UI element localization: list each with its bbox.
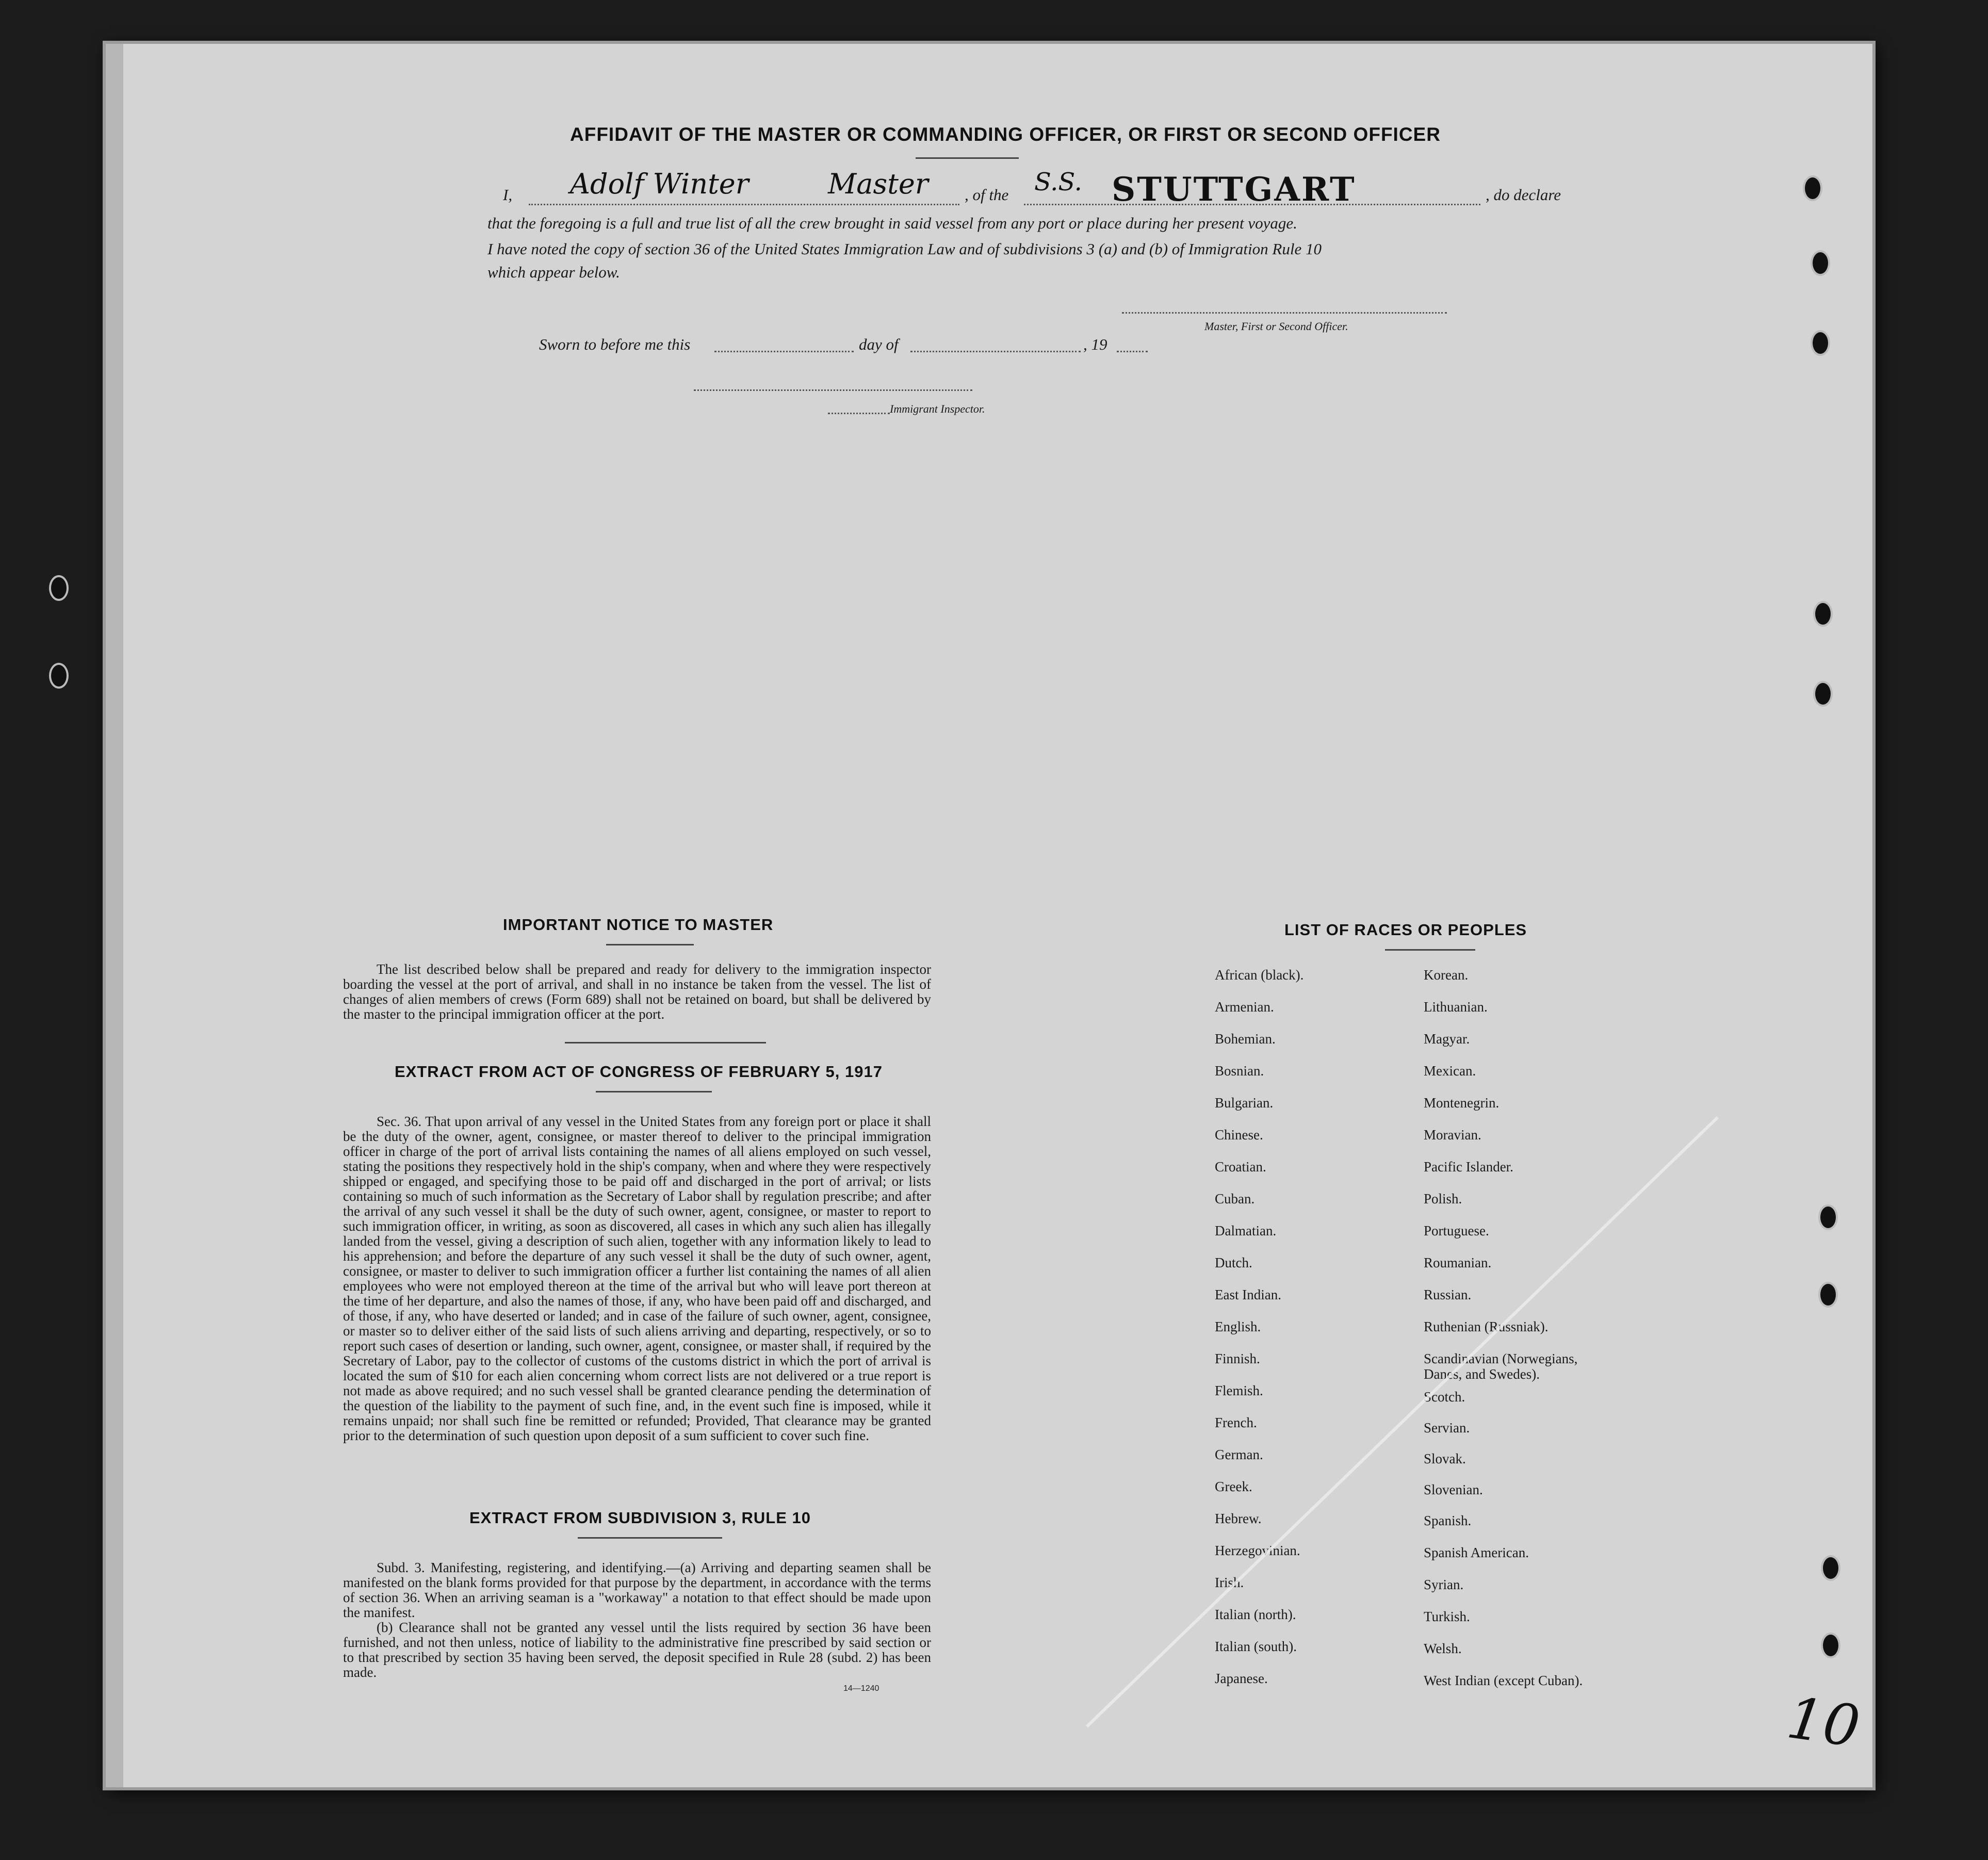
- race-entry: Croatian.: [1215, 1159, 1266, 1174]
- affidavit-line-2: that the foregoing is a full and true list of all the crew brought in said vessel from any port or place during her present voyage.: [487, 214, 1297, 232]
- race-entry: Dutch.: [1215, 1255, 1252, 1270]
- race-entry: West Indian (except Cuban).: [1424, 1673, 1583, 1688]
- section-rule: [565, 1042, 766, 1043]
- sworn-label: Sworn to before me this: [539, 335, 691, 353]
- races-title: LIST OF RACES OR PEOPLES: [1284, 921, 1527, 939]
- race-entry: Turkish.: [1424, 1609, 1470, 1624]
- race-entry: Roumanian.: [1424, 1255, 1492, 1270]
- declare-label: , do declare: [1486, 186, 1561, 204]
- race-entry: German.: [1215, 1447, 1263, 1462]
- day-of-label: day of: [859, 335, 899, 353]
- races-rule: [1385, 949, 1475, 951]
- margin-page-number: 10: [1783, 1684, 1864, 1760]
- binder-hole: [1811, 250, 1830, 276]
- race-entry: Flemish.: [1215, 1383, 1263, 1398]
- race-entry: Moravian.: [1424, 1127, 1481, 1143]
- race-entry: Servian.: [1424, 1420, 1470, 1435]
- race-entry: French.: [1215, 1415, 1257, 1430]
- race-entry: Montenegrin.: [1424, 1095, 1500, 1111]
- rule-extract-text: [343, 1560, 931, 1680]
- race-entry: Pacific Islander.: [1424, 1159, 1513, 1174]
- year-label: , 19: [1083, 335, 1107, 353]
- rule-extract-title: EXTRACT FROM SUBDIVISION 3, RULE 10: [469, 1509, 811, 1527]
- race-entry: Slovenian.: [1424, 1482, 1483, 1497]
- race-entry: Russian.: [1424, 1287, 1472, 1302]
- race-entry: Scandinavian (Norwegians, Danes, and Swedes).: [1424, 1351, 1578, 1382]
- binder-hole: [1821, 1633, 1840, 1658]
- act-extract-title: EXTRACT FROM ACT OF CONGRESS OF FEBRUARY 5, 1917: [395, 1063, 883, 1081]
- race-entry: Lithuanian.: [1424, 999, 1488, 1015]
- signature-caption: Master, First or Second Officer.: [1204, 320, 1348, 333]
- name-line: [529, 204, 959, 205]
- document-page: [106, 44, 1872, 1787]
- inspector-short-line: [828, 413, 890, 414]
- race-entry: Armenian.: [1215, 999, 1274, 1015]
- sworn-year-line: [1117, 351, 1148, 352]
- race-entry: Bulgarian.: [1215, 1095, 1274, 1111]
- title-rule: [916, 157, 1019, 159]
- affidavit-line-4: which appear below.: [487, 263, 620, 281]
- race-entry: African (black).: [1215, 967, 1304, 983]
- of-the-label: , of the: [965, 186, 1009, 204]
- left-page-edge: [106, 44, 123, 1787]
- race-entry: Mexican.: [1424, 1063, 1476, 1079]
- inspector-caption: Immigrant Inspector.: [890, 402, 985, 415]
- vessel-name-stamp: STUTTGART: [1112, 170, 1356, 209]
- i-label: I,: [503, 186, 513, 204]
- binder-hole: [1821, 1555, 1840, 1581]
- race-entry: Portuguese.: [1424, 1223, 1489, 1238]
- race-entry: Ruthenian (Russniak).: [1424, 1319, 1549, 1334]
- race-entry: Spanish.: [1424, 1513, 1472, 1528]
- notice-title: IMPORTANT NOTICE TO MASTER: [503, 916, 774, 934]
- race-entry: East Indian.: [1215, 1287, 1281, 1302]
- handwritten-name: Adolf Winter: [570, 168, 749, 200]
- binder-hole: [1818, 1282, 1838, 1308]
- handwritten-rank: Master: [828, 168, 928, 200]
- race-entry: Hebrew.: [1215, 1511, 1262, 1526]
- binder-hole: [49, 663, 69, 689]
- paper-crease: [1086, 1116, 1719, 1727]
- notice-text: The list described below shall be prepared and ready for delivery to the immigration inspector boarding the vessel at the port of arrival, and shall in no instance be taken from the vessel. The list of changes of alien members of crews (Form 689) shall not be retained on board, but shall be delivered by the master to the principal immigration officer at the port.: [343, 961, 931, 1022]
- race-entry: Chinese.: [1215, 1127, 1263, 1143]
- inspector-signature-line: [694, 389, 972, 391]
- binder-hole: [1813, 681, 1833, 707]
- form-number: 14—1240: [843, 1684, 879, 1693]
- act-rule: [596, 1091, 712, 1092]
- race-entry: Spanish American.: [1424, 1545, 1529, 1560]
- affidavit-title: AFFIDAVIT OF THE MASTER OR COMMANDING OFFICER, OR FIRST OR SECOND OFFICER: [570, 124, 1441, 145]
- notice-rule: [606, 944, 694, 945]
- act-extract-text: Sec. 36. That upon arrival of any vessel in the United States from any foreign port or place it shall be the duty of the owner, agent, consignee, or master thereof to deliver to the principal immigration officer in charge of the port of arrival lists containing the names of all aliens employed on such vessel, stating the positions they respectively hold in the ship's company, when and where they were respectively shipped or engaged, and specifying those to be paid off and discharged in the port of arrival; or lists containing so much of such information as the Secretary of Labor shall by regulation prescribe; and after the arrival of any such vessel it shall be the duty of such owner, agent, consignee, or master to report to such immigration officer, in writing, as soon as discovered, all cases in which any such alien has illegally landed from the vessel, giving a description of such alien, together with any information likely to lead to his apprehension; and before the departure of any such vessel it shall be the duty of such owner, agent, consignee, or master to deliver to such immigration officer a further list containing the names of all alien employees who were not employed thereon at the time of the arrival but who will leave port thereon at the time of her departure, and also the names of those, if any, who have been paid off and discharged, and of those, if any, who have deserted or landed; and in case of the failure of such owner, agent, consignee, or master so to deliver either of the said lists of such aliens arriving and departing, respectively, or so to report such cases of desertion or landing, such owner, agent, consignee, or master shall, if required by the Secretary of Labor, pay to the collector of customs of the customs district in which the port of arrival is located the sum of $10 for each alien concerning whom correct lists are not delivered or a true report is not made as above required; and no such vessel shall be granted clearance pending the determination of the question of the liability to the payment of such fine, and, in the event such fine is imposed, while it remains unpaid; nor shall such fine be remitted or refunded; Provided, That clearance may be granted prior to the determination of such question upon deposit of a sum sufficient to cover such fine.: [343, 1114, 931, 1443]
- race-entry: Italian (south).: [1215, 1639, 1297, 1654]
- race-entry: Syrian.: [1424, 1577, 1464, 1592]
- binder-hole: [1803, 175, 1822, 201]
- binder-hole: [49, 575, 69, 601]
- affidavit-line-3: I have noted the copy of section 36 of the United States Immigration Law and of subdivisions 3 (a) and (b) of Immigration Rule 10: [487, 240, 1322, 258]
- vessel-line: [1024, 204, 1480, 205]
- binder-hole: [1818, 1204, 1838, 1230]
- race-entry: Herzegovinian.: [1215, 1543, 1300, 1558]
- sworn-day-line: [714, 351, 854, 352]
- race-entry: Korean.: [1424, 967, 1469, 983]
- race-entry: Magyar.: [1424, 1031, 1470, 1047]
- race-entry: Greek.: [1215, 1479, 1252, 1494]
- race-entry: Polish.: [1424, 1191, 1462, 1206]
- signature-line: [1122, 312, 1447, 314]
- rule-rule: [578, 1537, 722, 1539]
- sworn-month-line: [910, 351, 1081, 352]
- race-entry: Dalmatian.: [1215, 1223, 1277, 1238]
- rule-paragraph-a: Subd. 3. Manifesting, registering, and identifying.—(a) Arriving and departing seamen shall be manifested on the blank forms provided for that purpose by the department, in accordance with the terms of section 36. When an arriving seaman is a "workaway" a notation to that effect should be made upon the manifest.: [343, 1560, 931, 1620]
- race-entry: Bosnian.: [1215, 1063, 1264, 1079]
- race-entry: Italian (north).: [1215, 1607, 1296, 1622]
- race-entry: Irish.: [1215, 1575, 1244, 1590]
- race-entry: Scotch.: [1424, 1389, 1465, 1405]
- race-entry: English.: [1215, 1319, 1261, 1334]
- rule-paragraph-b: (b) Clearance shall not be granted any vessel until the lists required by section 36 have been furnished, and not then unless, notice of liability to the administrative fine prescribed by said section or to that prescribed by section 35 having been served, the deposit specified in Rule 28 (subd. 2) has been made.: [343, 1620, 931, 1680]
- vessel-prefix: S.S.: [1034, 168, 1082, 197]
- race-entry: Cuban.: [1215, 1191, 1255, 1206]
- race-entry: Slovak.: [1424, 1451, 1466, 1466]
- race-entry: Japanese.: [1215, 1671, 1268, 1686]
- race-entry: Finnish.: [1215, 1351, 1260, 1366]
- race-entry: Welsh.: [1424, 1641, 1462, 1656]
- binder-hole: [1811, 330, 1830, 356]
- race-entry: Bohemian.: [1215, 1031, 1276, 1047]
- binder-hole: [1813, 601, 1833, 627]
